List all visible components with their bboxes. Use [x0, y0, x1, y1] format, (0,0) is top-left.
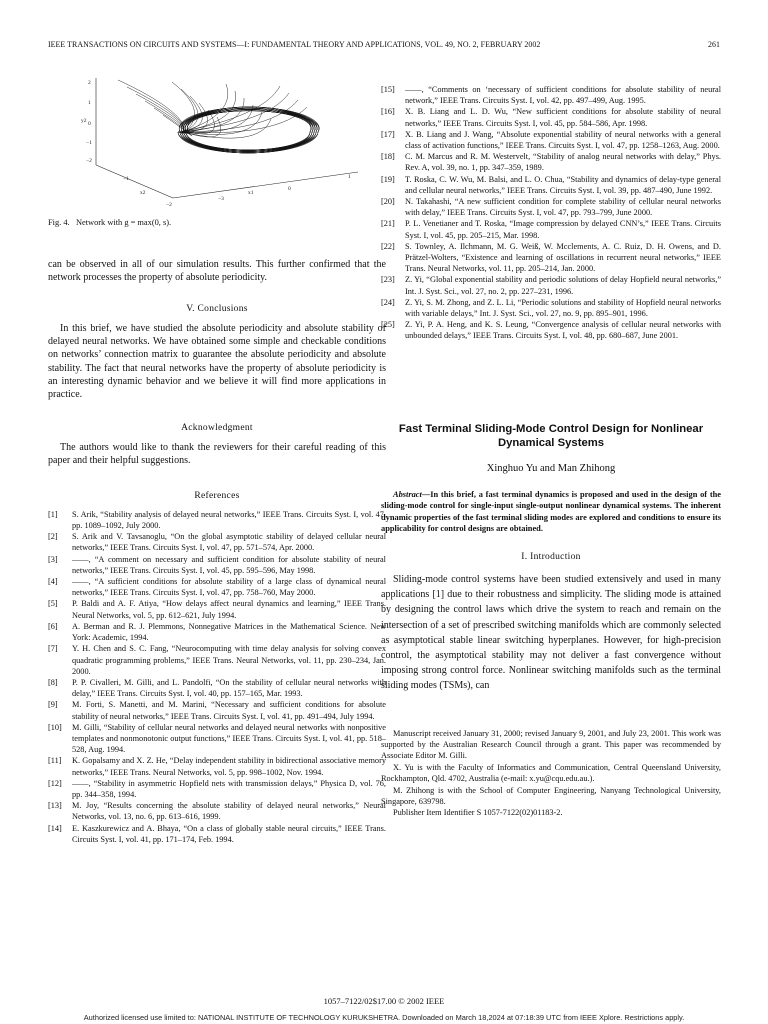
reference-list: [48, 509, 386, 845]
tick-label: 2: [88, 80, 91, 86]
reference-item: [381, 319, 721, 341]
reference-item: [381, 174, 721, 196]
reference-item: [381, 84, 721, 106]
footnote: X. Yu is with the Faculty of Informatics and Communication, Central Queensland University, Rockhampton, Qld. 4702, Australia (e-mail: x.yu@cqu.edu.au.).: [381, 762, 721, 784]
running-header: [48, 40, 720, 49]
tick-label: −2: [166, 202, 172, 208]
paragraph: Sliding-mode control systems have been studied extensively and used in many applications [1] due to their robustness and simplicity. The sliding mode is attained by designing the control laws which drive the system to reach and remain on the intersection of a set of prescribed switching manifolds which are commonly selected as asymptotical stable linear switching hyperplanes. However, for high-precision control, the asymptotical stability may not deliver a fast convergence without imposing strong control force. Nonlinear switching manifolds such as the terminal sliding modes (TSMs), can: [381, 573, 721, 692]
reference-text: Z. Yi, P. A. Heng, and K. S. Leung, “Convergence analysis of cellular neural networks with unbounded delays,” IEEE Trans. Circuits Syst. I, vol. 48, pp. 680–687, June 2001.: [405, 320, 721, 341]
reference-item: [381, 274, 721, 296]
reference-item: [48, 554, 386, 576]
trajectory-plot: [78, 70, 378, 210]
tick-label: 1: [88, 100, 91, 106]
right-column: [381, 84, 721, 819]
reference-number: [3]: [48, 554, 58, 564]
reference-text: S. Townley, A. Ilchmann, M. G. Weiß, W. Mcclements, A. C. Ruiz, D. H. Owens, and D. Prätzel-Wolters, “Existence and learning of oscillations in recurrent neural networks,” IEEE Trans. Neural Networks, vol. 11, pp. 205–214, Jan. 2000.: [405, 241, 721, 274]
figure-4: [78, 70, 378, 210]
trajectory-curve: [118, 80, 311, 150]
reference-item: [48, 778, 386, 800]
trajectory-curve: [180, 91, 317, 151]
section-heading-introduction: I. Introduction: [521, 551, 581, 562]
reference-number: [16]: [381, 107, 395, 117]
article-title: Fast Terminal Sliding-Mode Control Design for Nonlinear Dynamical Systems: [398, 422, 704, 449]
page-number: 261: [708, 40, 720, 49]
reference-text: ——, “A comment on necessary and sufficient condition for absolute stability of neural networks,” IEEE Trans. Circuits Syst. I, vol. 45, pp. 595–596, May 1998.: [72, 554, 386, 575]
reference-text: P. P. Civalleri, M. Gilli, and L. Pandolfi, “On the stability of cellular neural networks with delay,” IEEE Trans. Circuits Syst. I, vol. 40, pp. 157–165, Mar. 1993.: [72, 677, 386, 699]
axis-label-y2: y2: [81, 118, 87, 124]
footnotes: [381, 728, 721, 819]
reference-item: [381, 218, 721, 240]
reference-item: [48, 800, 386, 822]
trajectory-curves: [118, 80, 319, 153]
reference-item: [48, 621, 386, 643]
left-column: [48, 258, 386, 845]
reference-number: [22]: [381, 241, 395, 251]
reference-number: [10]: [48, 722, 62, 732]
reference-text: P. L. Venetianer and T. Roska, “Image compression by delayed CNN’s,” IEEE Trans. Circuits Syst. I, vol. 45, pp. 205–215, Mar. 1998.: [405, 219, 721, 240]
tick-label: −1: [123, 176, 129, 182]
reference-number: [6]: [48, 621, 58, 631]
reference-item: [381, 106, 721, 128]
axis-label-x2: x2: [140, 190, 146, 196]
reference-item: [381, 297, 721, 319]
reference-number: [23]: [381, 275, 395, 285]
reference-item: [48, 509, 386, 531]
reference-text: X. B. Liang and J. Wang, “Absolute exponential stability of neural networks with a general class of activation functions,” IEEE Trans. Circuits Syst. I, vol. 47, pp. 1258–1263, Aug. 2000.: [405, 129, 721, 151]
reference-item: [48, 722, 386, 756]
reference-number: [9]: [48, 700, 58, 710]
reference-number: [8]: [48, 677, 58, 687]
reference-number: [11]: [48, 756, 62, 766]
reference-number: [13]: [48, 801, 62, 811]
reference-number: [25]: [381, 320, 395, 330]
reference-number: [20]: [381, 197, 395, 207]
reference-text: Y. H. Chen and S. C. Fang, “Neurocomputing with time delay analysis for solving convex quadratic programming problems,” IEEE Trans. Neural Networks, vol. 11, pp. 230–234, Jan. 2000.: [72, 644, 386, 676]
footnote: Manuscript received January 31, 2000; revised January 9, 2001, and July 23, 2001. This work was supported by the Australian Research Council through a grant. This paper was recommended by Associate Editor M. Gilli.: [381, 728, 721, 761]
trajectory-curve: [180, 96, 317, 150]
reference-text: X. B. Liang and L. D. Wu, “New sufficient conditions for absolute stability of neural networks,” IEEE Trans. Circuits Syst. I, vol. 45, pp. 584–586, Apr. 1998.: [405, 107, 721, 128]
axis-label-x1: x1: [248, 190, 254, 196]
reference-item: [48, 699, 386, 721]
tick-label: 1: [348, 174, 351, 180]
reference-text: M. Joy, “Results concerning the absolute stability of delayed neural networks,” Neural Networks, vol. 13, no. 6, pp. 613–616, 1999.: [72, 801, 386, 822]
copyright-line: 1057–7122/02$17.00 © 2002 IEEE: [323, 996, 445, 1006]
reference-item: [48, 531, 386, 553]
license-banner: Authorized licensed use limited to: NATIONAL INSTITUTE OF TECHNOLOGY KURUKSHETRA. Downloaded on March 18,2024 at 07:18:39 UTC from IEEE Xplore. Restrictions apply.: [83, 1013, 685, 1022]
reference-item: [48, 677, 386, 699]
reference-item: [48, 576, 386, 598]
reference-text: M. Forti, S. Manetti, and M. Marini, “Necessary and sufficient conditions for absolute stability of neural networks,” IEEE Trans. Circuits Syst. I, vol. 41, pp. 491–494, July 1994.: [72, 700, 386, 721]
reference-number: [4]: [48, 577, 58, 587]
paragraph: can be observed in all of our simulation results. This further confirmed that the network processes the property of absolute periodicity.: [48, 259, 386, 284]
reference-text: A. Berman and R. J. Plemmons, Nonnegative Matrices in the Mathematical Science. New York: Academic, 1994.: [72, 621, 386, 643]
footnote: M. Zhihong is with the School of Computer Engineering, Nanyang Technological University, Singapore, 639798.: [381, 785, 721, 806]
reference-number: [15]: [381, 85, 395, 94]
reference-text: T. Roska, C. W. Wu, M. Balsi, and L. O. Chua, “Stability and dynamics of delay-type general and cellular neural networks,” IEEE Trans. Circuits Syst. I, vol. 39, pp. 487–490, June 1992.: [405, 174, 721, 195]
reference-text: P. Baldi and A. F. Atiya, “How delays affect neural dynamics and learning,” IEEE Trans. Neural Networks, vol. 5, pp. 612–621, July 1994.: [72, 599, 386, 620]
reference-text: Z. Yi, S. M. Zhong, and Z. L. Li, “Periodic solutions and stability of Hopfield neural networks with variable delays,” Int. J. Syst. Sci., vol. 27, no. 9, pp. 895–901, 1996.: [405, 297, 721, 319]
reference-text: Z. Yi, “Global exponential stability and periodic solutions of delay Hopfield neural networks,” Int. J. Syst. Sci., vol. 27, no. 2, pp. 227–231, 1996.: [405, 275, 721, 296]
reference-text: N. Takahashi, “A new sufficient condition for complete stability of cellular neural networks with delay,” IEEE Trans. Circuits Syst. I, vol. 47, pp. 793–799, June 2000.: [405, 197, 721, 218]
footnote: Publisher Item Identifier S 1057-7122(02)01183-2.: [393, 808, 563, 818]
section-heading-conclusions: V. Conclusions: [186, 303, 248, 314]
reference-item: [48, 643, 386, 677]
caption-text: Network with g = max(0, s).: [75, 218, 172, 227]
tick-label: −3: [218, 196, 224, 202]
reference-item: [381, 196, 721, 218]
reference-text: S. Arik and V. Tavsanoglu, “On the global asymptotic stability of delayed cellular neural networks,” IEEE Trans. Circuits Syst. I, vol. 47, pp. 571–574, Apr. 2000.: [72, 532, 386, 553]
tick-label: −1: [86, 140, 92, 146]
abstract-label: Abstract—: [393, 489, 431, 499]
section-heading-acknowledgment: Acknowledgment: [181, 422, 253, 433]
reference-list-continued: [381, 84, 721, 342]
tick-label: 0: [288, 186, 291, 192]
abstract: [381, 489, 721, 535]
section-heading-references: References: [194, 490, 240, 501]
reference-item: [48, 755, 386, 777]
tick-label: −2: [86, 158, 92, 164]
reference-number: [7]: [48, 644, 58, 654]
reference-number: [24]: [381, 297, 395, 307]
caption-prefix: Fig. 4.: [48, 218, 70, 227]
trajectory-curve: [180, 86, 317, 152]
tick-label: 0: [88, 121, 91, 127]
reference-text: K. Gopalsamy and X. Z. He, “Delay independent stability in bidirectional associative memory networks,” IEEE Trans. Neural Networks, vol. 5, pp. 998–1002, Nov. 1994.: [72, 756, 386, 777]
reference-item: [381, 151, 721, 173]
reference-number: [2]: [48, 532, 58, 542]
reference-text: ——, “Stability in asymmetric Hopfield nets with transmission delays,” Physica D, vol. 76, pp. 344–358, 1994.: [72, 778, 386, 799]
abstract-text: In this brief, a fast terminal dynamics is proposed and used in the design of the sliding-mode control for single-input single-output nonlinear dynamical systems. The inherent dynamic properties of the fast terminal sliding modes are explored and conditions to ensure its applicability for control designs are obtained.: [381, 489, 721, 534]
reference-text: E. Kaszkurewicz and A. Bhaya, “On a class of globally stable neural circuits,” IEEE Trans. Circuits Syst. I, vol. 41, pp. 171–174, Feb. 1994.: [72, 823, 386, 844]
paragraph: In this brief, we have studied the absolute periodicity and absolute stability of delayed neural networks. We have obtained some simple and checkable conditions on networks’ connection matrix to guarantee the absolute periodicity and absolute stability. The fact that neural networks have the property of absolute periodicity is an interesting dynamic behavior and we believe it will find more applications in practice.: [48, 322, 386, 401]
trajectory-curve: [186, 100, 311, 150]
reference-number: [14]: [48, 823, 62, 833]
reference-text: C. M. Marcus and R. M. Westervelt, “Stability of analog neural networks with delay,” Phys. Rev. A, vol. 39, no. 1, pp. 347–359, 1989.: [405, 152, 721, 173]
trajectory-curve: [181, 89, 315, 153]
reference-text: ——, “Comments on ‘necessary of sufficient conditions for absolute stability of neural network,” IEEE Trans. Circuits Syst. I, vol. 42, pp. 497–499, Aug. 1995.: [405, 85, 721, 106]
figure-caption: [48, 218, 171, 227]
reference-text: ——, “A sufficient conditions for absolute stability of a large class of dynamical neural networks,” IEEE Trans. Circuits Syst. I, vol. 47, pp. 758–760, May 2000.: [72, 577, 386, 598]
reference-number: [19]: [381, 174, 395, 184]
reference-item: [381, 241, 721, 275]
reference-number: [21]: [381, 219, 395, 229]
reference-item: [48, 598, 386, 620]
author-line: Xinghuo Yu and Man Zhihong: [486, 462, 616, 474]
reference-item: [381, 129, 721, 151]
reference-number: [5]: [48, 599, 58, 609]
x1-axis-line: [173, 172, 358, 198]
reference-item: [48, 823, 386, 845]
paragraph: The authors would like to thank the reviewers for their careful reading of this paper and their helpful suggestions.: [48, 441, 386, 467]
reference-number: [1]: [48, 509, 58, 519]
x2-axis-line: [96, 165, 173, 198]
reference-number: [12]: [48, 778, 62, 788]
reference-text: M. Gilli, “Stability of cellular neural networks and delayed neural networks with nonpositive templates and nonmonotonic output functions,” IEEE Trans. Circuits Syst. I, vol. 41, pp. 518–528, Aug. 1994.: [72, 722, 386, 755]
reference-number: [18]: [381, 152, 395, 162]
journal-title: IEEE TRANSACTIONS ON CIRCUITS AND SYSTEMS—I: FUNDAMENTAL THEORY AND APPLICATIONS, VOL. 49, NO. 2, FEBRUARY 2002: [48, 40, 541, 49]
reference-text: S. Arik, “Stability analysis of delayed neural networks,” IEEE Trans. Circuits Syst. I, vol. 47, pp. 1089–1092, July 2000.: [72, 509, 386, 531]
reference-number: [17]: [381, 129, 395, 139]
